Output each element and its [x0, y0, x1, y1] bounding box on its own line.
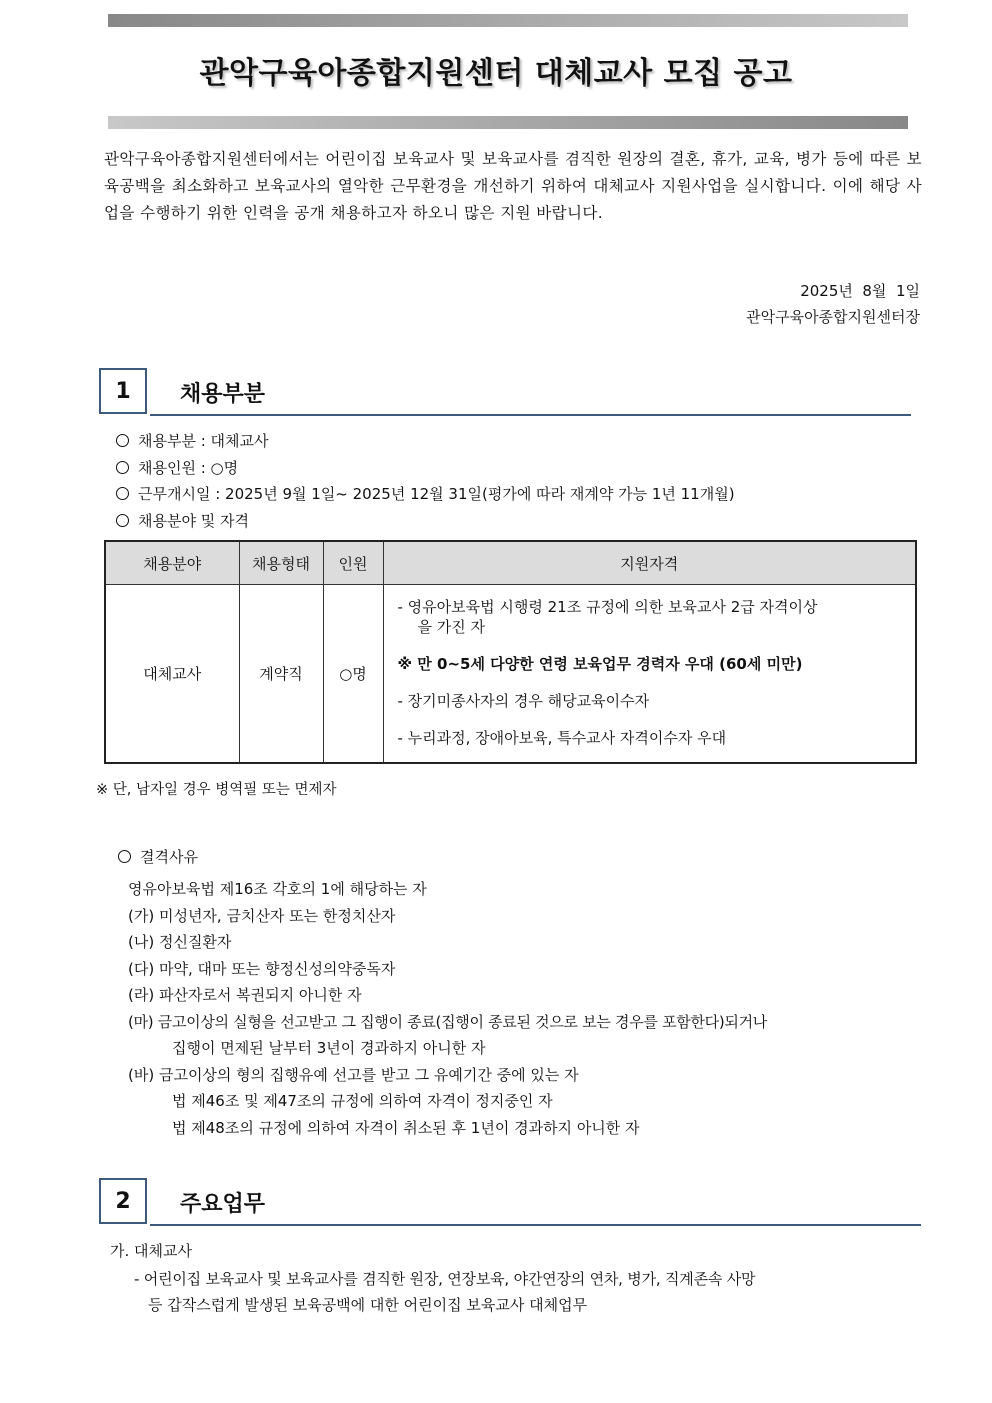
table-header-row [105, 541, 916, 585]
circle-bullet-icon [116, 461, 129, 474]
header-field: 채용분야 [105, 541, 239, 585]
header-type: 채용형태 [239, 541, 323, 585]
list-item: (나) 정신질환자 [128, 933, 232, 951]
table-row [105, 585, 916, 764]
cell-field: 대체교사 [105, 585, 239, 764]
list-item: (바) 금고이상의 형의 집행유예 선고를 받고 그 유예기간 중에 있는 자 [128, 1065, 579, 1084]
signature: 관악구육아종합지원센터장 [746, 308, 920, 326]
list-item: 법 제48조의 규정에 의하여 자격이 취소된 후 1년이 경과하지 아니한 자 [172, 1118, 640, 1137]
section-1-title: 채용부분 [180, 382, 266, 407]
section-1-number: 1 [99, 368, 147, 414]
qual-item: - 영유아보육법 시행령 21조 규정에 의한 보육교사 2급 자격이상 을 가진 자 [397, 598, 818, 636]
qual-item: - 장기미종사자의 경우 해당교육이수자 [397, 692, 650, 710]
list-item: 법 제46조 및 제47조의 규정에 의하여 자격이 정지중인 자 [172, 1092, 553, 1110]
list-item: 집행이 면제된 날부터 3년이 경과하지 아니한 자 [172, 1039, 486, 1057]
circle-bullet-icon [116, 514, 129, 527]
cell-type: 계약직 [239, 585, 323, 764]
bullet-recruit-part: 채용부분 : 대체교사 [116, 430, 269, 451]
list-item: (마) 금고이상의 실형을 선고받고 그 집행이 종료(집행이 종료된 것으로 보는 경우를 포함한다)되거나 [128, 1012, 767, 1031]
section-2-rule [150, 1224, 921, 1226]
section-2-number: 2 [99, 1178, 147, 1224]
military-note: ※ 단, 남자일 경우 병역필 또는 면제자 [96, 782, 337, 798]
qual-preference: ※ 만 0~5세 다양한 연령 보육업무 경력자 우대 (60세 미만) [397, 655, 803, 673]
intro-paragraph: 관악구육아종합지원센터에서는 어린이집 보육교사 및 보육교사를 겸직한 원장의 결혼, 휴가, 교육, 병가 등에 따른 보육공백을 최소화하고 보육교사의 열악한 근무환경을 개선하기 위하여 대체교사 지원사업을 실시합니다. 이에 해당 사업을 수행하기 위한 인력을 공개 채용하고자 하오니 많은 지원 바랍니다. [104, 150, 922, 222]
circle-bullet-icon [116, 487, 129, 500]
section-2-title: 주요업무 [180, 1192, 266, 1217]
circle-bullet-icon [116, 434, 129, 447]
header-bar-top [108, 14, 908, 27]
disqualification-list [128, 876, 767, 1141]
qualification-table [104, 540, 917, 764]
list-item: 영유아보육법 제16조 각호의 1에 해당하는 자 [128, 880, 427, 898]
circle-bullet-icon [118, 850, 131, 863]
announcement-date: 2025년 8월 1일 [800, 282, 920, 300]
page-title: 관악구육아종합지원센터 대체교사 모집 공고 [199, 56, 793, 91]
list-item: (가) 미성년자, 금치산자 또는 한정치산자 [128, 906, 396, 925]
cell-qualifications [383, 585, 916, 764]
section-1-rule [150, 414, 911, 416]
header-count: 인원 [323, 541, 383, 585]
duty-description: - 어린이집 보육교사 및 보육교사를 겸직한 원장, 연장보육, 야간연장의 연차, 병가, 직계존속 사망 등 갑작스럽게 발생된 보육공백에 대한 어린이집 보육교사 대체업무 [134, 1270, 756, 1314]
bullet-recruit-count: 채용인원 : ○명 [116, 457, 238, 478]
list-item: (다) 마약, 대마 또는 향정신성의약중독자 [128, 959, 396, 978]
bullet-field-qualification: 채용분야 및 자격 [116, 510, 249, 531]
list-item: (라) 파산자로서 복권되지 아니한 자 [128, 986, 362, 1004]
disqualification-heading: 결격사유 [118, 846, 198, 867]
cell-count: ○명 [323, 585, 383, 764]
header-bar-bottom [108, 116, 908, 129]
qual-item: - 누리과정, 장애아보육, 특수교사 자격이수자 우대 [397, 729, 727, 747]
duty-subheading: 가. 대체교사 [110, 1242, 192, 1260]
bullet-start-date: 근무개시일 : 2025년 9월 1일~ 2025년 12월 31일(평가에 따라 재계약 가능 1년 11개월) [116, 483, 735, 504]
header-qualification: 지원자격 [383, 541, 916, 585]
